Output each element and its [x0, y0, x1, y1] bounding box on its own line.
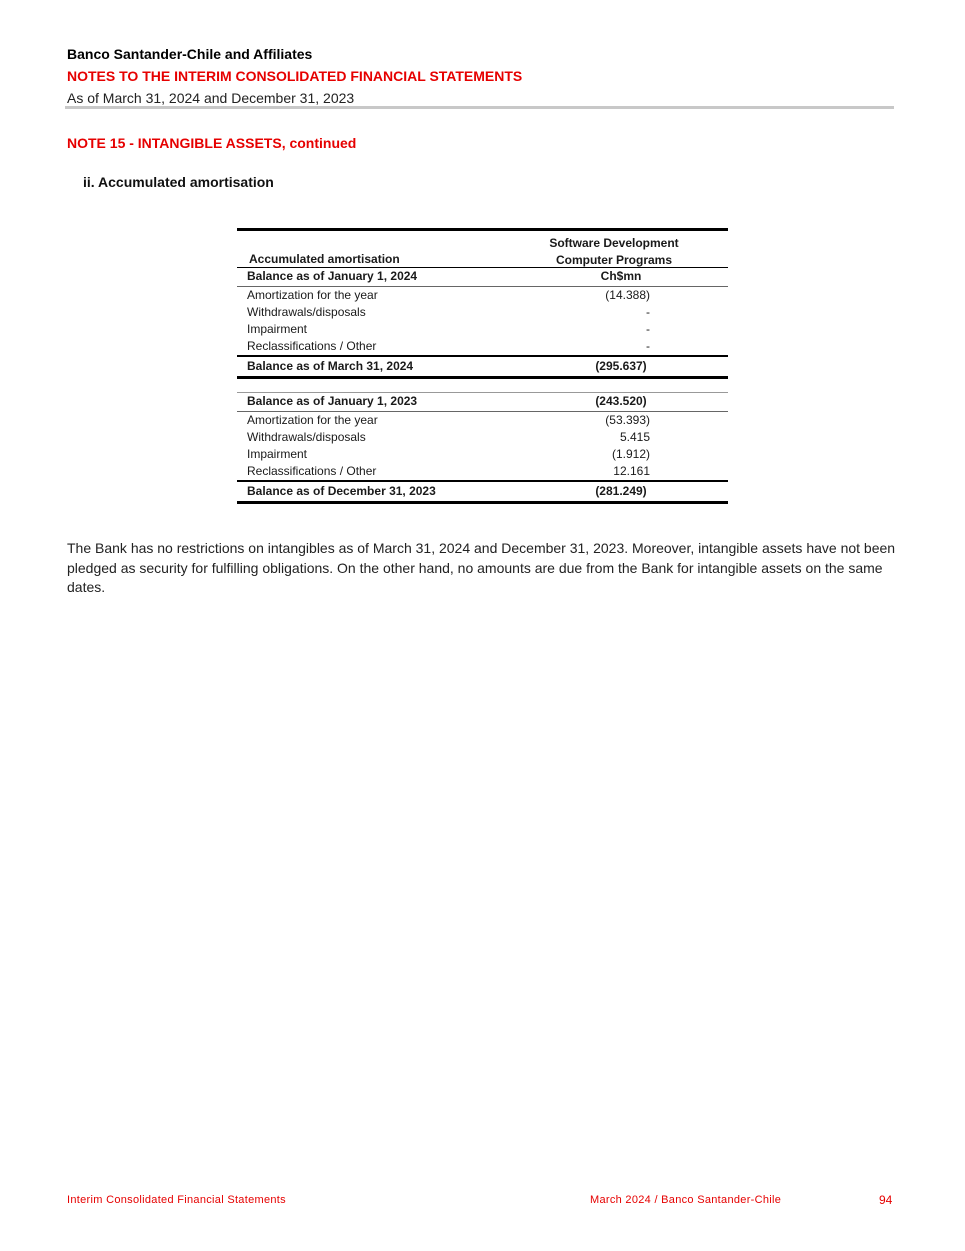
notes-title: NOTES TO THE INTERIM CONSOLIDATED FINANCIAL STATEMENTS	[67, 68, 523, 84]
page-number: 94	[879, 1193, 893, 1207]
row-label: Balance as of March 31, 2024	[247, 359, 414, 373]
company-name: Banco Santander-Chile and Affiliates	[67, 46, 313, 62]
body-paragraph: The Bank has no restrictions on intangibles as of March 31, 2024 and December 31, 2023. Moreover, intangible assets have not been pledged as security for fulfilling obligations. On the other hand, no amounts are due from the Bank for intangible assets on the same dates.	[67, 540, 896, 595]
row-value: (1.912)	[611, 447, 650, 461]
row-label: Withdrawals/disposals	[247, 430, 366, 444]
row-value: (281.249)	[595, 484, 647, 498]
row-label: Reclassifications / Other	[247, 339, 377, 353]
row-value: 5.415	[619, 430, 650, 444]
row-label: Balance as of January 1, 2023	[247, 394, 418, 408]
row-label: Balance as of January 1, 2024	[247, 269, 418, 283]
row-value: (243.520)	[595, 394, 647, 408]
date-line: As of March 31, 2024 and December 31, 2023	[67, 90, 355, 106]
table-row-opening-2024	[237, 268, 728, 287]
row-value: -	[646, 305, 650, 319]
table-row	[237, 287, 728, 304]
table-row	[237, 463, 728, 480]
row-value: (14.388)	[605, 288, 650, 302]
row-label: Impairment	[247, 447, 308, 461]
table-row-closing-2023	[237, 480, 728, 504]
table-row	[237, 429, 728, 446]
note-title: NOTE 15 - INTANGIBLE ASSETS, continued	[67, 135, 357, 151]
row-label: Amortization for the year	[247, 413, 378, 427]
column-header-label: Accumulated amortisation	[249, 252, 400, 266]
footer-title: Interim Consolidated Financial Statements	[67, 1194, 286, 1206]
header-divider	[65, 106, 894, 109]
row-label: Balance as of December 31, 2023	[247, 484, 436, 498]
column-header-value-line1: Software Development	[549, 236, 679, 250]
row-value: (295.637)	[595, 359, 647, 373]
table-row-opening-2023	[237, 393, 728, 412]
table-row	[237, 412, 728, 429]
table-row-closing-2024	[237, 355, 728, 379]
table-row	[237, 321, 728, 338]
row-label: Impairment	[247, 322, 308, 336]
row-value: (53.393)	[605, 413, 650, 427]
row-value: -	[646, 339, 650, 353]
row-value: -	[646, 322, 650, 336]
column-header-value-line2: Computer Programs	[555, 253, 673, 267]
amortisation-table	[237, 228, 728, 504]
table-row	[237, 446, 728, 463]
row-value: 12.161	[613, 464, 650, 478]
row-label: Withdrawals/disposals	[247, 305, 366, 319]
section-subheading: ii. Accumulated amortisation	[83, 174, 274, 190]
table-section-gap	[237, 379, 728, 393]
row-label: Reclassifications / Other	[247, 464, 377, 478]
footer-period: March 2024 / Banco Santander-Chile	[590, 1194, 782, 1206]
table-row	[237, 338, 728, 355]
column-header-value	[523, 235, 705, 269]
row-label: Amortization for the year	[247, 288, 378, 302]
table-row	[237, 304, 728, 321]
row-value: Ch$mn	[600, 269, 642, 283]
table-header	[237, 231, 728, 268]
